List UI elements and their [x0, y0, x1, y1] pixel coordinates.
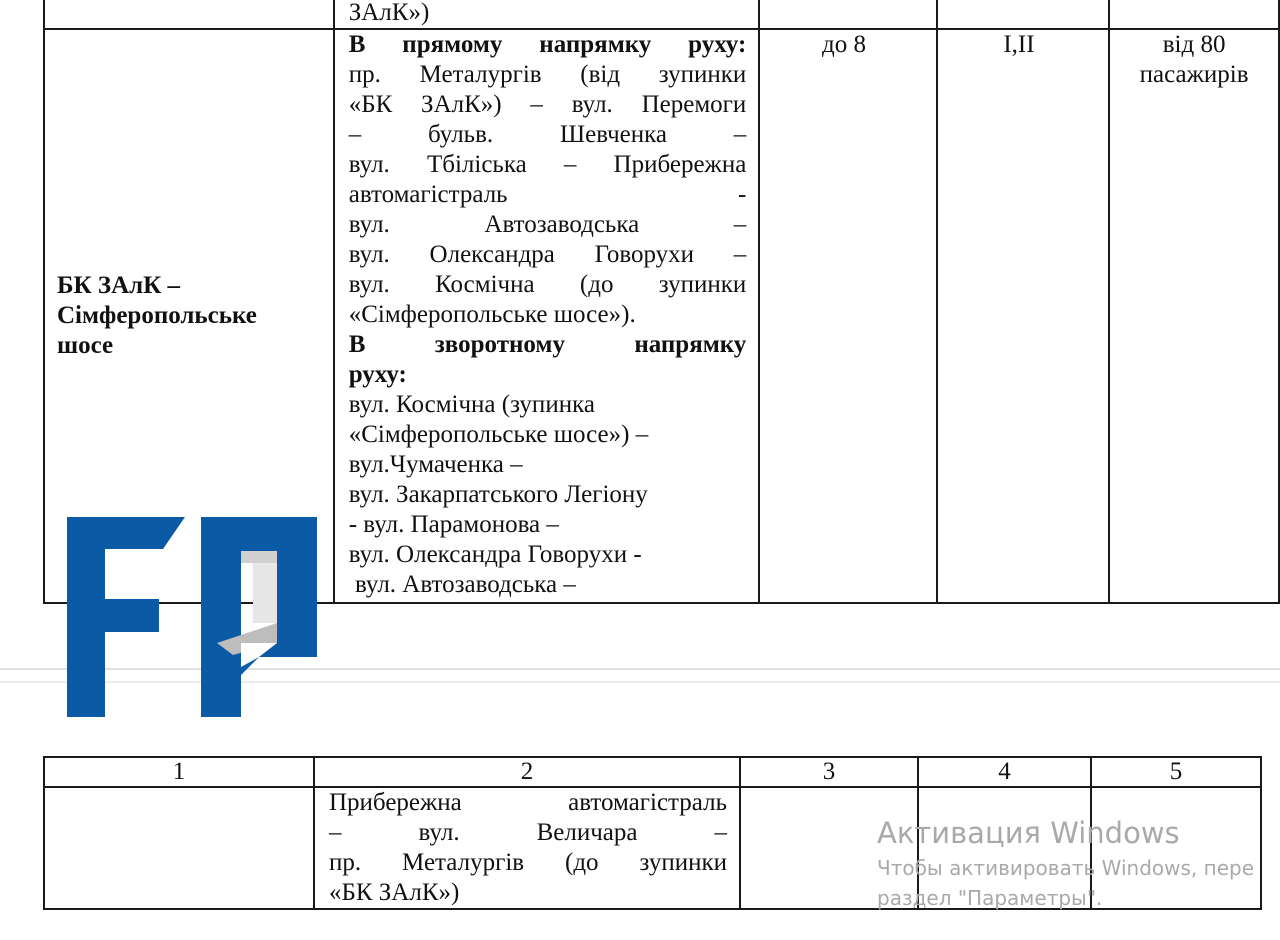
route-line: пр. Металургів (до зупинки [329, 849, 727, 876]
header-cell [314, 757, 740, 787]
route-line: – вул. Величара – [329, 819, 727, 846]
route-name-line: БК ЗАлК – [57, 272, 181, 299]
header-cell [740, 757, 918, 787]
route-line: вул. Автозаводська – [348, 211, 747, 238]
route-line: вул. Олександра Говорухи - [348, 541, 642, 568]
watermark-subtitle: Чтобы активировать Windows, пере [877, 856, 1254, 880]
header-label: 1 [172, 758, 186, 785]
route-line: вул. Тбіліська – Прибережна [348, 151, 747, 178]
route-line: Прибережна автомагістраль [329, 789, 727, 816]
route-line: пр. Металургів (від зупинки [348, 61, 747, 88]
header-cell [44, 757, 314, 787]
capacity-line: від 80 [1162, 31, 1226, 58]
cell [44, 0, 334, 29]
header-cell [1091, 757, 1261, 787]
class-cell [937, 29, 1109, 603]
route-line: «Сімферопольське шосе») – [348, 421, 649, 448]
route-line: вул. Космічна (зупинка [348, 391, 595, 418]
route-line: вул.Чумаченка – [348, 451, 523, 478]
vehicle-count: до 8 [822, 31, 867, 58]
route-description-cell [334, 29, 760, 603]
route-line: - вул. Парамонова – [348, 511, 559, 538]
route-line: вул. Автозаводська – [348, 571, 576, 598]
text-line: ЗАлК») [348, 0, 430, 26]
cell [1109, 0, 1279, 29]
route-line: «БК ЗАлК») [329, 879, 460, 906]
route-line: вул. Олександра Говорухи – [348, 241, 747, 268]
route-description-cell [314, 787, 740, 909]
route-line: «БК ЗАлК») – вул. Перемоги [348, 91, 747, 118]
windows-activation-watermark [877, 813, 1254, 913]
header-label: 2 [520, 758, 534, 785]
cell-prev-tail [334, 0, 760, 29]
cell [44, 787, 314, 909]
route-name-line: Сімферопольське [57, 302, 257, 329]
header-label: 3 [822, 758, 836, 785]
header-label: 4 [998, 758, 1011, 785]
cell [759, 0, 936, 29]
vehicle-class: І,ІІ [1003, 31, 1035, 58]
route-name-line: шосе [57, 332, 114, 359]
route-line: вул. Закарпатського Легіону [348, 481, 648, 508]
route-table-top [43, 0, 1280, 604]
capacity-line: пасажирів [1139, 61, 1249, 88]
fp-logo-icon [67, 517, 319, 717]
table-row-prev-tail [44, 0, 1279, 29]
header-label: 5 [1169, 758, 1183, 785]
route-line: автомагістраль - [348, 181, 747, 208]
cell [937, 0, 1109, 29]
forward-heading: В прямому напрямку руху: [348, 31, 747, 58]
route-line: «Сімферопольське шосе»). [348, 301, 636, 328]
route-line: – бульв. Шевченка – [348, 121, 747, 148]
route-line: вул. Космічна (до зупинки [348, 271, 747, 298]
capacity-cell [1109, 29, 1279, 603]
vehicle-count-cell [759, 29, 936, 603]
watermark-title: Активация Windows [877, 816, 1180, 850]
watermark-subtitle: раздел "Параметры". [877, 886, 1103, 910]
header-cell [918, 757, 1091, 787]
reverse-heading: руху: [348, 361, 407, 388]
reverse-heading: В зворотному напрямку [348, 331, 747, 358]
table-header-row [44, 757, 1261, 787]
